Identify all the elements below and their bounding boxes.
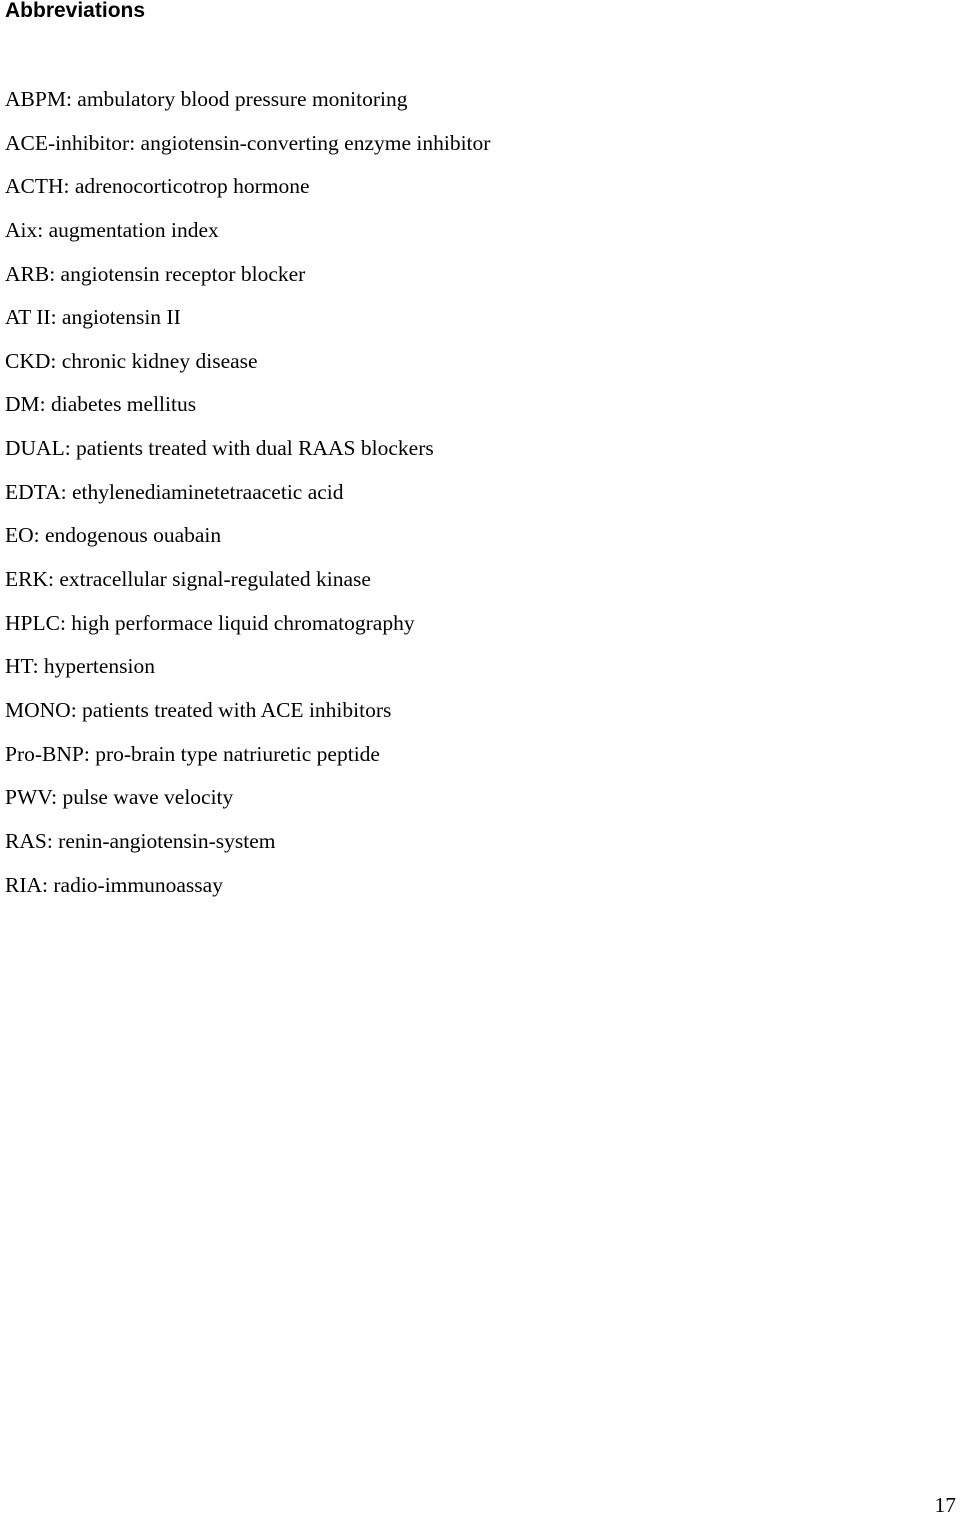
abbreviation-item: MONO: patients treated with ACE inhibitors: [5, 697, 392, 722]
abbreviation-item: Aix: augmentation index: [5, 217, 219, 242]
abbreviation-item: HPLC: high performace liquid chromatography: [5, 610, 415, 635]
abbreviation-item: PWV: pulse wave velocity: [5, 785, 234, 810]
abbreviation-item: RIA: radio-immunoassay: [5, 872, 223, 897]
abbreviation-list: [5, 86, 490, 915]
abbreviation-item: DUAL: patients treated with dual RAAS blockers: [5, 436, 434, 461]
abbreviation-item: AT II: angiotensin II: [5, 305, 181, 330]
abbreviation-item: ABPM: ambulatory blood pressure monitoring: [5, 87, 408, 111]
abbreviation-item: ACE-inhibitor: angiotensin-converting enzyme inhibitor: [5, 130, 491, 155]
abbreviation-item: ACTH: adrenocorticotrop hormone: [5, 174, 310, 199]
abbreviation-item: Pro-BNP: pro-brain type natriuretic peptide: [5, 741, 380, 766]
abbreviation-item: CKD: chronic kidney disease: [5, 348, 258, 373]
abbreviation-item: HT: hypertension: [5, 654, 155, 679]
abbreviation-item: EO: endogenous ouabain: [5, 523, 222, 548]
abbreviation-item: DM: diabetes mellitus: [5, 392, 197, 417]
abbreviation-item: ERK: extracellular signal-regulated kinase: [5, 567, 371, 592]
page-number: 17: [934, 1493, 956, 1517]
abbreviation-item: EDTA: ethylenediaminetetraacetic acid: [5, 479, 344, 504]
abbreviation-item: ARB: angiotensin receptor blocker: [5, 261, 306, 286]
abbreviation-item: RAS: renin-angiotensin-system: [5, 828, 276, 853]
page-title: Abbreviations: [5, 0, 146, 22]
